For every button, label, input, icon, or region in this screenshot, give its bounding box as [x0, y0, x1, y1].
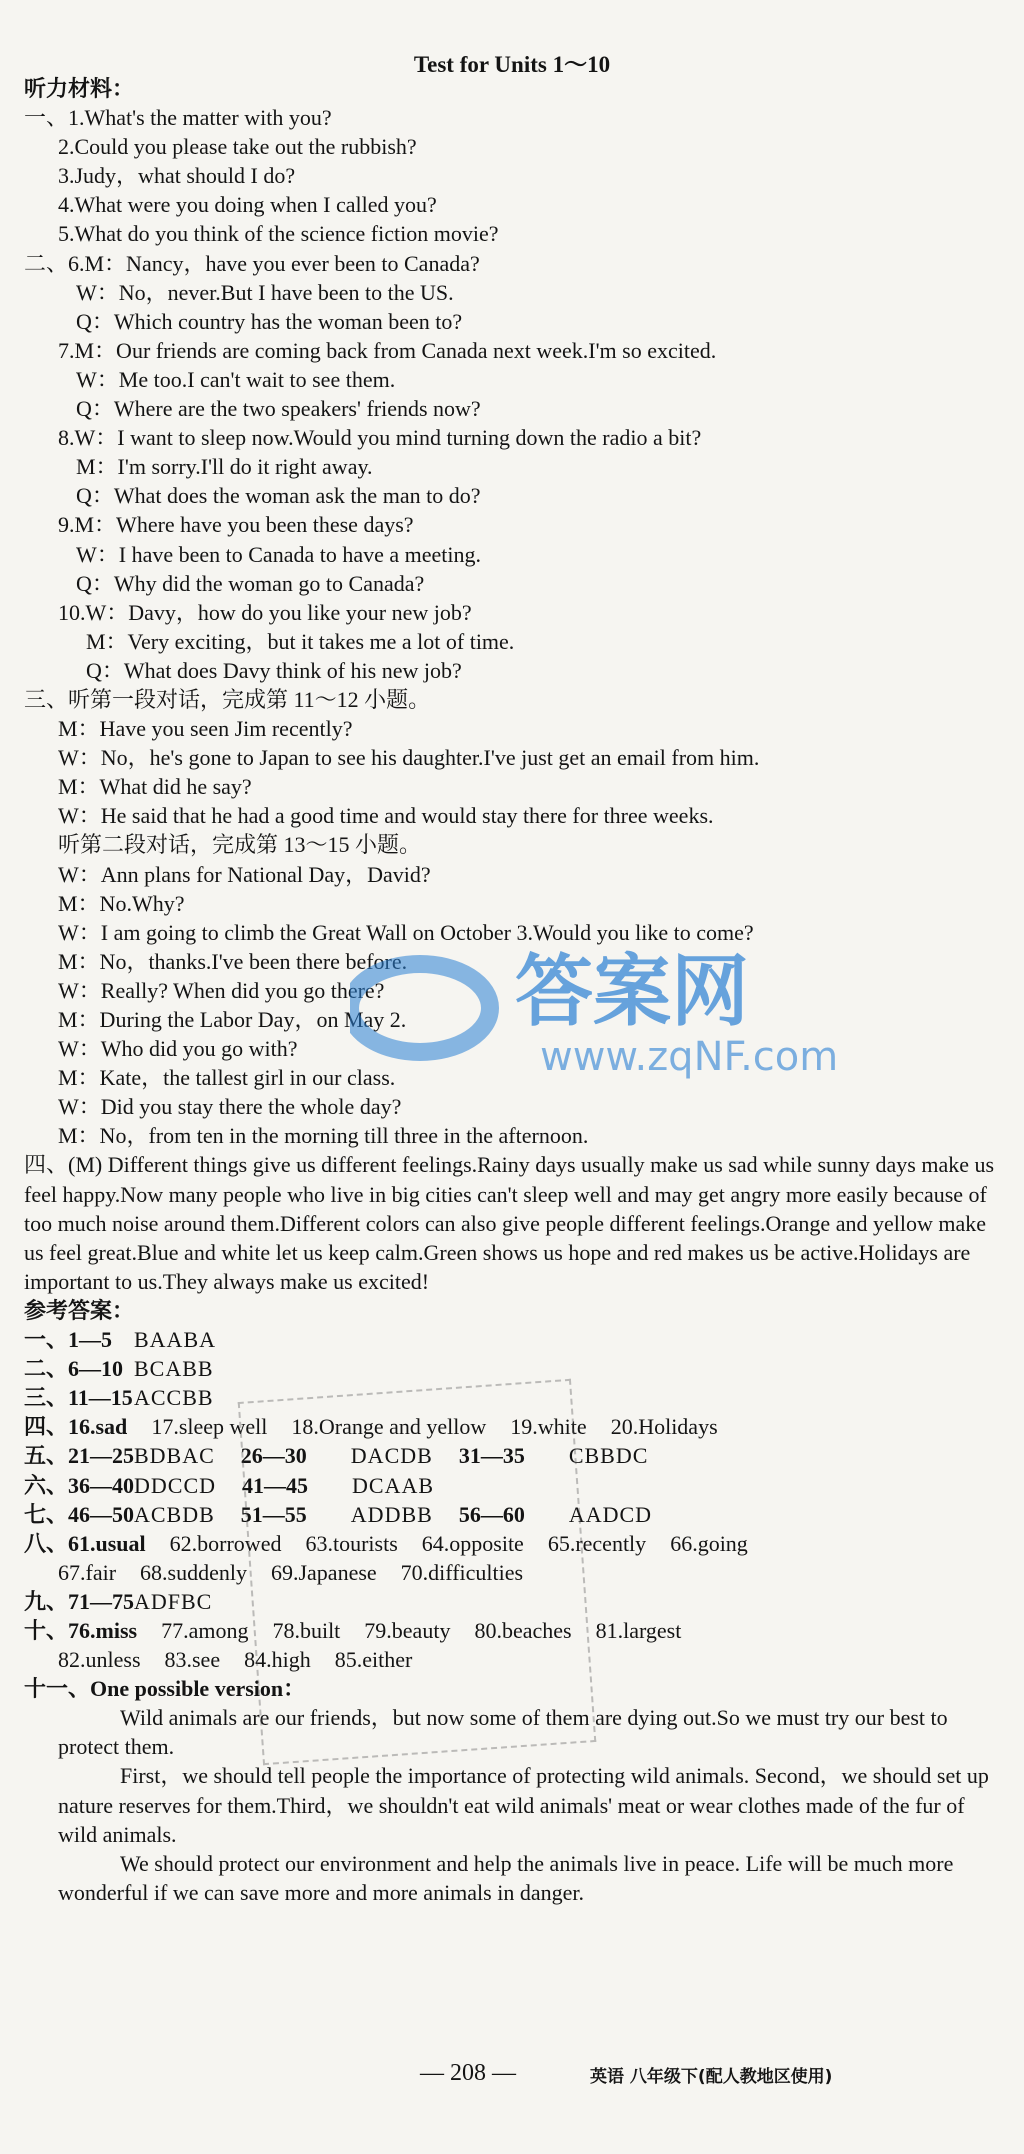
listening-line: W：Did you stay there the whole day?	[58, 1094, 402, 1120]
listening-line: Q：Which country has the woman been to?	[76, 308, 463, 334]
answer-item: 70.difficulties	[400, 1559, 524, 1585]
answer-item: 六、36—40	[24, 1472, 135, 1498]
listening-line: M：No，from ten in the morning till three in the afternoon.	[58, 1123, 589, 1149]
listening-line: M：What did he say?	[58, 774, 252, 800]
listening-line: W：No，he's gone to Japan to see his daughter.I've just get an email from him.	[58, 745, 760, 771]
answer-item: 20.Holidays	[610, 1414, 718, 1440]
answer-item: DACDB	[350, 1443, 433, 1469]
answer-item: 81.largest	[595, 1617, 682, 1643]
listening-line: 一、1.What's the matter with you?	[24, 105, 332, 131]
answer-item: DDCCD	[134, 1472, 217, 1498]
listening-line: 5.What do you think of the science fiction movie?	[58, 221, 499, 247]
listening-line: Q：Why did the woman go to Canada?	[76, 570, 425, 596]
listening-line: W：I am going to climb the Great Wall on October 3.Would you like to come?	[58, 919, 754, 945]
answer-row	[24, 1354, 1009, 1383]
listening-line: 7.M：Our friends are coming back from Canada next week.I'm so excited.	[58, 337, 717, 363]
answer-item: 85.either	[334, 1647, 413, 1673]
answer-item: 19.white	[510, 1414, 587, 1440]
answer-item: BAABA	[134, 1327, 217, 1353]
answer-item: 十、76.miss	[24, 1617, 138, 1643]
answer-item: 五、21—25	[24, 1443, 135, 1469]
listening-line: M：No.Why?	[58, 890, 185, 916]
answer-item: BDBAC	[134, 1443, 215, 1469]
page-title: Test for Units 1～10	[413, 52, 611, 77]
answer-item: 18.Orange and yellow	[291, 1414, 487, 1440]
answer-item: 四、16.sad	[24, 1414, 128, 1440]
answer-item: ADDBB	[350, 1501, 433, 1527]
answer-item: 26—30	[240, 1443, 307, 1469]
section-eleven-heading: 十一、One possible version：	[24, 1676, 306, 1702]
listening-line: Q：What does Davy think of his new job?	[86, 657, 462, 683]
listening-line: 听第二段对话，完成第 13～15 小题。	[58, 832, 422, 858]
listening-line: Q：What does the woman ask the man to do?	[76, 483, 481, 509]
answer-item: 31—35	[458, 1443, 525, 1469]
answer-item: 67.fair	[58, 1559, 117, 1585]
listening-line: 10.W：Davy，how do you like your new job?	[58, 599, 472, 625]
answer-item: ADFBC	[134, 1588, 213, 1614]
passage-four: 四、(M) Different things give us different feelings.Rainy days usually make us sad while sunny days make us feel happy.Now many people who live in big cities can't sleep well and may get angry more easily because of too much noise around them.Different colors can also give people different feelings.Orange and yellow make us feel great.Blue and white let us keep calm.Green shows us hope and red makes us be active.Holidays are important to us.They always make us excited!	[24, 1152, 995, 1294]
listening-line: W：No，never.But I have been to the US.	[76, 279, 454, 305]
watermark-url: www.zqNF.com	[540, 1034, 839, 1080]
listening-line: W：Really? When did you go there?	[58, 977, 385, 1003]
answer-item: 65.recently	[547, 1530, 647, 1556]
answer-item: 64.opposite	[421, 1530, 524, 1556]
answer-item: 一、1—5	[24, 1327, 113, 1353]
answer-item: BCABB	[134, 1356, 214, 1382]
answer-item: 51—55	[240, 1501, 307, 1527]
listening-line: W：He said that he had a good time and would stay there for three weeks.	[58, 803, 714, 829]
listening-line: 三、听第一段对话，完成第 11～12 小题。	[24, 686, 431, 712]
answer-item: 17.sleep well	[151, 1414, 268, 1440]
answer-item: 41—45	[242, 1472, 309, 1498]
page-number: — 208 —	[420, 2060, 516, 2086]
answer-item: 69.Japanese	[270, 1559, 377, 1585]
listening-line: 3.Judy，what should I do?	[58, 163, 296, 189]
answer-item: DCAAB	[352, 1472, 435, 1498]
answer-item: 79.beauty	[364, 1617, 451, 1643]
answer-item: 78.built	[272, 1617, 341, 1643]
listening-line: M：No，thanks.I've been there before.	[58, 948, 408, 974]
answer-row	[24, 1325, 1009, 1354]
listening-line: M：Kate，the tallest girl in our class.	[58, 1065, 396, 1091]
listening-line: M：Have you seen Jim recently?	[58, 716, 353, 742]
answer-item: 九、71—75	[24, 1588, 135, 1614]
listening-line: 二、6.M：Nancy，have you ever been to Canada?	[24, 250, 480, 276]
listening-line: 4.What were you doing when I called you?	[58, 192, 437, 218]
listening-line: 8.W：I want to sleep now.Would you mind turning down the radio a bit?	[58, 425, 702, 451]
listening-line: Q：Where are the two speakers' friends now?	[76, 396, 481, 422]
essay-paragraph: Wild animals are our friends，but now some of them are dying out.So we must try our best to protect them.	[58, 1705, 948, 1760]
listening-line: M：Very exciting，but it takes me a lot of time.	[86, 628, 515, 654]
answer-item: 84.high	[244, 1647, 311, 1673]
answer-item: 68.suddenly	[140, 1559, 247, 1585]
answer-item: 83.see	[164, 1647, 221, 1673]
watermark-text: 答案网	[515, 947, 750, 1037]
answer-item: 三、11—15	[24, 1385, 133, 1411]
listening-line: 9.M：Where have you been these days?	[58, 512, 414, 538]
answer-item: 七、46—50	[24, 1501, 135, 1527]
answer-item: ACBDB	[134, 1501, 215, 1527]
answer-item: 八、61.usual	[24, 1530, 146, 1556]
answer-item: AADCD	[568, 1501, 653, 1527]
listening-line: W：Me too.I can't wait to see them.	[76, 366, 396, 392]
listening-line: M：During the Labor Day，on May 2.	[58, 1007, 407, 1032]
answer-item: 80.beaches	[474, 1617, 572, 1643]
answer-item: 63.tourists	[305, 1530, 398, 1556]
watermark-logo	[350, 930, 870, 1080]
listening-line: W：Ann plans for National Day，David?	[58, 861, 431, 887]
answer-item: CBBDC	[568, 1443, 649, 1469]
listening-line: W：Who did you go with?	[58, 1036, 298, 1062]
page-footer	[420, 2060, 833, 2087]
listening-line: 2.Could you please take out the rubbish?	[58, 134, 417, 160]
listening-heading: 听力材料：	[24, 76, 135, 101]
listening-line: M：I'm sorry.I'll do it right away.	[76, 454, 373, 480]
answer-item: 77.among	[161, 1617, 249, 1643]
essay-paragraph: First，we should tell people the importance of protecting wild animals. Second，we should set up nature reserves for them.Third，we shouldn't eat wild animals' meat or wear clothes made of the fur of wild animals.	[58, 1763, 989, 1847]
answer-item: 82.unless	[58, 1647, 141, 1673]
answer-item: 56—60	[458, 1501, 525, 1527]
answer-item: 62.borrowed	[169, 1530, 282, 1556]
answers-heading: 参考答案：	[24, 1297, 135, 1323]
listening-line: W：I have been to Canada to have a meeting.	[76, 541, 482, 567]
answer-item: 66.going	[670, 1530, 748, 1556]
answer-item: ACCBB	[134, 1385, 214, 1411]
essay-paragraph: We should protect our environment and help the animals live in peace. Life will be much more wonderful if we can save more and more animals in danger.	[58, 1850, 954, 1905]
footer-info: 英语 八年级下(配人教地区使用)	[590, 2067, 833, 2087]
answer-item: 二、6—10	[24, 1356, 124, 1382]
stamp-mark	[238, 1379, 597, 1765]
